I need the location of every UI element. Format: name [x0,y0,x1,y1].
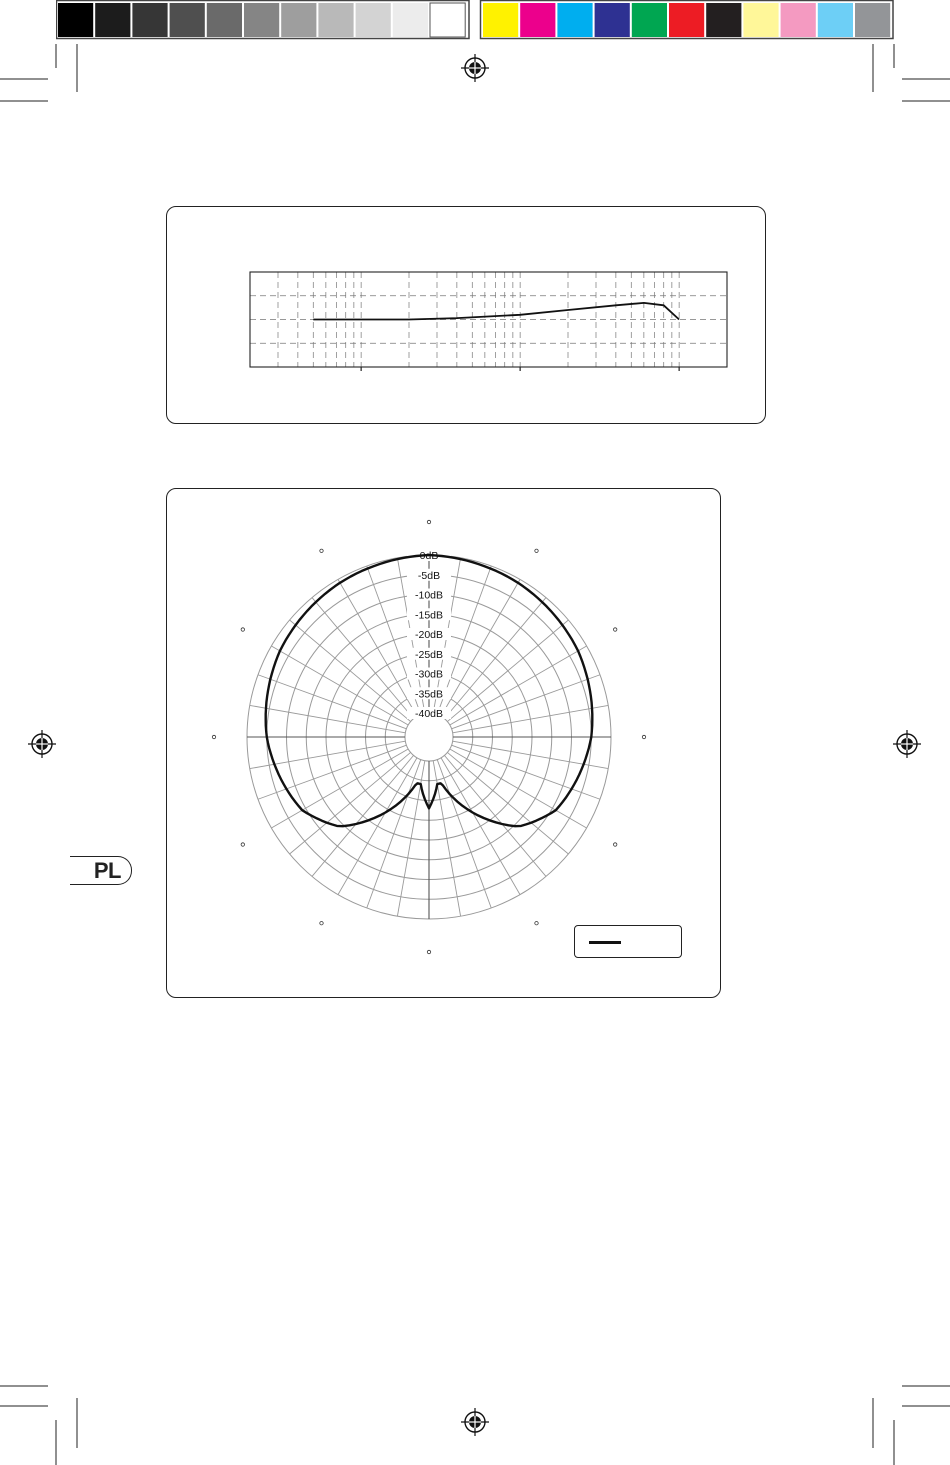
polar-spoke [447,752,568,854]
frequency-response-chart [167,207,767,425]
angle-marker [535,549,538,552]
angle-marker [320,921,323,924]
polar-spoke [452,745,600,799]
angle-marker [427,520,430,523]
polar-pattern-chart [167,489,722,999]
polar-spoke [258,675,406,729]
language-tab [70,856,132,885]
angle-marker [613,628,616,631]
angle-marker [320,549,323,552]
polar-spoke [258,745,406,799]
polar-pattern-panel [166,488,721,998]
registration-mark-icon [893,730,921,758]
ring-label: -25dB [414,648,444,661]
ring-label: -40dB [414,708,444,720]
angle-marker [241,843,244,846]
legend-line-swatch [589,941,621,944]
ring-label: -5dB [417,569,441,582]
angle-marker [241,628,244,631]
angle-marker [613,843,616,846]
registration-mark-icon [461,1408,489,1436]
polar-ring [405,713,453,761]
polar-spoke [312,598,414,719]
ring-label: -20dB [414,629,444,641]
language-tab-label: PL [93,858,121,883]
ring-label: -30dB [414,668,444,681]
polar-spoke [312,755,414,876]
ring-label: -35dB [414,688,444,701]
polar-spoke [447,620,568,722]
ring-label: -10dB [414,589,444,602]
registration-mark-icon [28,730,56,758]
angle-marker [212,735,215,738]
frequency-response-panel [166,206,766,424]
polar-spoke [444,755,546,876]
polar-spoke [452,675,600,729]
response-curve-series [313,303,679,320]
polar-spoke [444,598,546,719]
polar-spoke [367,760,421,908]
polar-legend [574,925,682,958]
angle-marker [427,950,430,953]
angle-marker [535,921,538,924]
registration-mark-icon [461,54,489,82]
ring-label: -15dB [414,609,444,622]
ring-label: 0dB [419,550,439,562]
polar-spoke [290,620,411,722]
polar-spoke [290,752,411,854]
polar-spoke [437,760,491,908]
angle-marker [642,735,645,738]
